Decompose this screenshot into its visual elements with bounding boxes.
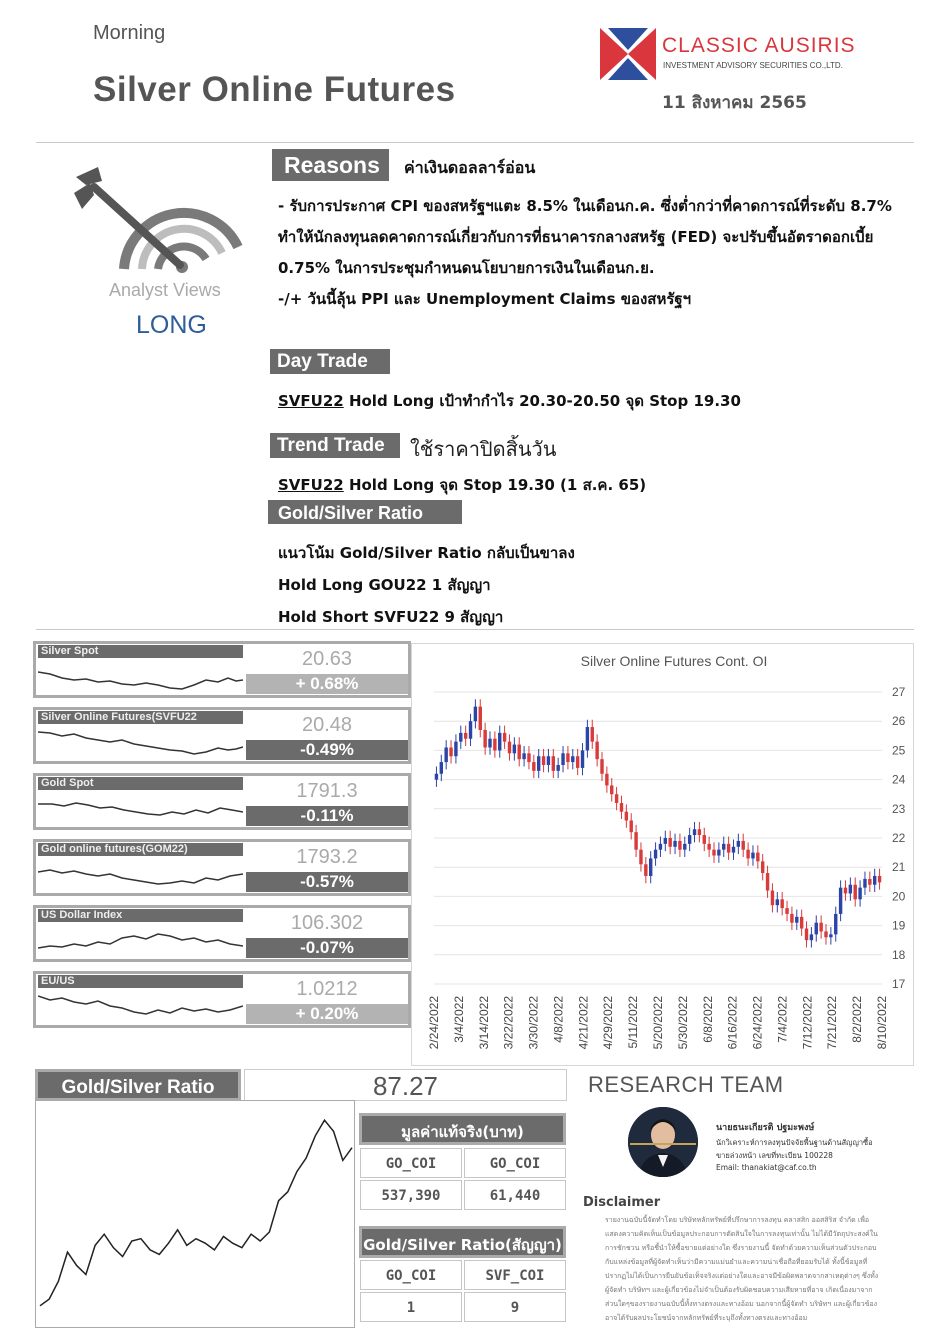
candle-body: [552, 756, 555, 771]
candle-body: [483, 730, 486, 748]
silver-oi-chart-panel: [411, 643, 914, 1066]
market-sparkline: [38, 724, 243, 760]
market-box-silver-spot: [33, 641, 411, 698]
candle-body: [595, 742, 598, 760]
candle-body: [698, 829, 701, 835]
candle-body: [576, 756, 579, 768]
candle-body: [649, 858, 652, 876]
research-team-title: RESEARCH TEAM: [588, 1072, 784, 1097]
target-arrow-icon: [72, 165, 244, 273]
candle-body: [586, 727, 589, 750]
candle-body: [498, 733, 501, 751]
reason-line: -/+ วันนี้ลุ้น PPI และ Unemployment Claims ของสหรัฐฯ: [278, 290, 692, 308]
x-tick-label: 6/24/2022: [750, 996, 765, 1050]
table-cell: 537,390: [360, 1180, 462, 1210]
candle-body: [449, 747, 452, 756]
trend-trade-symbol: SVFU22: [278, 476, 344, 494]
candle-body: [464, 733, 467, 739]
market-change: -0.57%: [246, 872, 408, 892]
disclaimer-line: อาจได้รับผลประโยชน์จากหลักทรัพย์ที่ระบุถึงทั้งทางตรงและทางอ้อม: [605, 1314, 808, 1322]
analyst-info: นักวิเคราะห์การลงทุนปัจจัยพื้นฐานด้านสัญญาซื้อ: [716, 1138, 873, 1147]
disclaimer-title: Disclaimer: [583, 1195, 661, 1210]
y-tick-label: 18: [892, 947, 906, 962]
ratio-series-line: [40, 1120, 352, 1306]
x-tick-label: 5/11/2022: [626, 996, 641, 1049]
candle-body: [444, 747, 447, 762]
x-tick-label: 2/24/2022: [427, 996, 441, 1050]
candle-body: [668, 838, 671, 847]
x-tick-label: 4/29/2022: [601, 996, 616, 1050]
divider: [36, 629, 914, 630]
day-trade-text: Hold Long เป้าทำกำไร 20.30-20.50 จุด Stop 19.30: [343, 392, 741, 410]
market-value: 20.63: [246, 646, 408, 672]
reasons-headline: ค่าเงินดอลลาร์อ่อน: [404, 158, 536, 177]
candle-body: [522, 753, 525, 759]
analyst-avatar: [628, 1107, 698, 1177]
candle-body: [810, 934, 813, 940]
classic-ausiris-logo-icon: [600, 28, 656, 80]
candle-body: [863, 879, 866, 888]
market-label: Silver Online Futures(SVFU22: [38, 711, 243, 724]
candle-body: [805, 929, 808, 941]
analyst-views-label: Analyst Views: [109, 280, 221, 300]
x-tick-label: 5/20/2022: [651, 996, 665, 1050]
candle-body: [561, 753, 564, 765]
x-tick-label: 4/8/2022: [551, 996, 566, 1043]
day-trade-symbol: SVFU22: [278, 392, 344, 410]
candle-body: [630, 820, 633, 832]
candle-body: [605, 774, 608, 786]
trend-trade-text: Hold Long จุด Stop 19.30 (1 ส.ค. 65): [343, 476, 647, 494]
table-cell: SVF_COI: [464, 1260, 566, 1290]
candle-body: [591, 727, 594, 742]
candle-body: [717, 850, 720, 856]
candle-body: [673, 841, 676, 847]
table-cell: 61,440: [464, 1180, 566, 1210]
disclaimer-line: แสดงความคิดเห็นเป็นข้อมูลประกอบการตัดสินใจในการลงทุนเท่านั้น ไม่ได้มีวัตถุประสงค์ใน: [605, 1230, 878, 1238]
market-value: 106.302: [246, 910, 408, 936]
candle-body: [440, 762, 443, 774]
market-value: 20.48: [246, 712, 408, 738]
market-change: + 0.68%: [246, 674, 408, 694]
candle-body: [581, 750, 584, 768]
candle-body: [513, 745, 516, 754]
y-tick-label: 24: [892, 772, 906, 787]
x-tick-label: 5/30/2022: [675, 996, 690, 1050]
brand-subtitle: INVESTMENT ADVISORY SECURITIES CO.,LTD.: [663, 61, 843, 70]
candle-body: [615, 794, 618, 803]
y-tick-label: 27: [892, 685, 906, 699]
ratio-line-chart: [35, 1100, 355, 1328]
candle-body: [547, 756, 550, 765]
candle-body: [737, 841, 740, 847]
table-cell: GO_COI: [360, 1260, 462, 1290]
candle-body: [503, 733, 506, 742]
divider: [36, 142, 914, 143]
candle-body: [712, 850, 715, 856]
market-sparkline: [38, 790, 243, 826]
candle-body: [639, 850, 642, 865]
market-change: -0.11%: [246, 806, 408, 826]
trend-trade-line: [278, 473, 646, 497]
reason-line: 0.75% ในการประชุมกำหนดนโยบายการเงินในเดือนก.ย.: [278, 259, 655, 277]
reason-line: - รับการประกาศ CPI ของสหรัฐฯแตะ 8.5% ในเดือนก.ค. ซึ่งต่ำกว่าที่คาดการณ์ที่ระดับ 8.7%: [278, 197, 892, 215]
analyst-info: ขายล่วงหน้า เลขที่ทะเบียน 100228: [716, 1151, 833, 1160]
candle-body: [839, 888, 842, 914]
y-tick-label: 22: [892, 831, 906, 845]
market-label: Silver Spot: [38, 645, 243, 658]
gold-silver-ratio-tag: Gold/Silver Ratio: [268, 500, 462, 524]
candle-body: [868, 879, 871, 885]
y-tick-label: 19: [892, 918, 906, 933]
candle-body: [844, 888, 847, 894]
ratio-line: Hold Short SVFU22 9 สัญญา: [278, 608, 504, 626]
candle-body: [732, 847, 735, 853]
candle-body: [858, 888, 861, 900]
ratio-line: แนวโน้ม Gold/Silver Ratio กลับเป็นขาลง: [278, 544, 575, 562]
market-box-us-dollar-index: [33, 905, 411, 962]
candle-body: [527, 753, 530, 762]
market-sparkline: [38, 856, 243, 892]
market-label: Gold online futures(GOM22): [38, 843, 243, 856]
table-cell: GO_COI: [360, 1148, 462, 1178]
candle-body: [854, 885, 857, 900]
x-tick-label: 7/21/2022: [825, 996, 840, 1050]
candle-body: [600, 759, 603, 774]
candle-body: [873, 876, 876, 885]
candle-body: [654, 850, 657, 859]
day-trade-line: [278, 389, 741, 413]
candle-body: [824, 931, 827, 937]
y-tick-label: 26: [892, 714, 906, 729]
analyst-name: นายธนะเกียรติ ปฐมะพงษ์: [716, 1123, 815, 1133]
x-tick-label: 8/10/2022: [875, 996, 889, 1050]
candle-body: [707, 844, 710, 850]
candle-body: [459, 733, 462, 742]
disclaimer-line: ปรากฏไม่ได้เป็นการยืนยันข้อเท็จจริงแต่อย่างใดและอาจมีข้อผิดพลาดจากสาเหตุต่างๆ ซึ่งทั้ง: [605, 1272, 879, 1280]
y-tick-label: 17: [892, 977, 906, 991]
market-sparkline: [38, 988, 243, 1024]
candle-body: [479, 707, 482, 730]
candle-body: [678, 841, 681, 850]
candle-body: [756, 853, 759, 862]
x-tick-label: 3/22/2022: [501, 996, 516, 1050]
market-label: EU/US: [38, 975, 243, 988]
disclaimer-line: ผู้จัดทำ บริษัทฯ และผู้เกี่ยวข้องไม่จำเป็นต้องรับผิดชอบความเสียหายที่อาจ เกิดเนื่องมาจาก: [605, 1286, 873, 1294]
chart-title: Silver Online Futures Cont. OI: [580, 653, 768, 669]
candle-body: [790, 914, 793, 923]
market-label: US Dollar Index: [38, 909, 243, 922]
candle-body: [878, 876, 881, 882]
report-date: 11 สิงหาคม 2565: [662, 93, 807, 113]
candle-body: [659, 844, 662, 850]
market-change: -0.49%: [246, 740, 408, 760]
analyst-email: Email: thanakiat@caf.co.th: [716, 1163, 817, 1172]
table-cell: 1: [360, 1292, 462, 1322]
candle-body: [508, 742, 511, 754]
candle-body: [664, 838, 667, 844]
candle-body: [800, 917, 803, 929]
ratio-contract-table-head: Gold/Silver Ratio(สัญญา): [359, 1226, 566, 1258]
x-tick-label: 7/4/2022: [775, 996, 790, 1043]
report-title: Silver Online Futures: [93, 70, 456, 109]
analyst-stance: LONG: [136, 311, 207, 339]
market-change: -0.07%: [246, 938, 408, 958]
x-tick-label: 8/2/2022: [850, 996, 865, 1043]
candle-body: [634, 832, 637, 850]
market-box-gold-spot: [33, 773, 411, 830]
candle-body: [746, 850, 749, 859]
day-trade-tag: Day Trade: [270, 349, 390, 374]
candle-body: [493, 739, 496, 751]
market-label: Gold Spot: [38, 777, 243, 790]
silver-oi-chart: [412, 644, 915, 1067]
candle-body: [727, 844, 730, 853]
candle-body: [435, 774, 438, 780]
candle-body: [703, 835, 706, 844]
ratio-line: Hold Long GOU22 1 สัญญา: [278, 576, 491, 594]
candle-body: [834, 914, 837, 934]
candle-body: [751, 853, 754, 859]
ratio-section-tag: Gold/Silver Ratio: [35, 1069, 241, 1101]
candle-body: [771, 891, 774, 906]
disclaimer-line: กับแหล่งข้อมูลที่ผู้จัดทำเห็นว่ามีความแม่นยำและความน่าเชื่อถือที่ยอมรับได้ ทั้งนี้ข้อมูลที่: [605, 1258, 868, 1266]
candle-body: [829, 934, 832, 937]
y-tick-label: 25: [892, 743, 906, 758]
candle-body: [795, 917, 798, 923]
market-value: 1.0212: [246, 976, 408, 1002]
candle-body: [644, 864, 647, 876]
candle-body: [454, 742, 457, 757]
table-cell: GO_COI: [464, 1148, 566, 1178]
x-tick-label: 3/4/2022: [451, 996, 466, 1043]
market-box-gold-futures: [33, 839, 411, 896]
candle-body: [688, 835, 691, 844]
candle-body: [849, 885, 852, 894]
market-box-eu-us: [33, 971, 411, 1028]
y-tick-label: 21: [892, 860, 906, 875]
y-tick-label: 20: [892, 889, 906, 904]
y-tick-label: 23: [892, 801, 906, 816]
candle-body: [566, 753, 569, 762]
session-label: Morning: [93, 22, 166, 44]
market-sparkline: [38, 658, 243, 694]
disclaimer-line: การชักชวน หรือชี้นำให้ซื้อขายแต่อย่างใด ซึ่งรายงานนี้ จัดทำด้วยความเห็นส่วนตัวประกอบ: [605, 1244, 877, 1252]
ratio-section-value: 87.27: [244, 1069, 567, 1101]
market-value: 1791.3: [246, 778, 408, 804]
x-tick-label: 4/21/2022: [576, 996, 591, 1050]
market-box-silver-futures: [33, 707, 411, 764]
candle-body: [474, 707, 477, 722]
candle-body: [776, 899, 779, 905]
candle-body: [683, 844, 686, 850]
brand-name: CLASSIC AUSIRIS: [662, 34, 856, 57]
market-change: + 0.20%: [246, 1004, 408, 1024]
reasons-tag: Reasons: [272, 149, 389, 181]
candle-body: [518, 745, 521, 760]
x-tick-label: 6/8/2022: [700, 996, 715, 1043]
trend-trade-note: ใช้ราคาปิดสิ้นวัน: [410, 437, 557, 461]
x-tick-label: 3/14/2022: [476, 996, 491, 1050]
candle-body: [819, 923, 822, 932]
market-sparkline: [38, 922, 243, 958]
market-value: 1793.2: [246, 844, 408, 870]
real-value-table-head: มูลค่าแท้จริง(บาท): [359, 1113, 566, 1145]
candle-body: [556, 765, 559, 771]
candle-body: [542, 756, 545, 765]
candle-body: [766, 873, 769, 891]
x-tick-label: 7/12/2022: [800, 996, 815, 1050]
table-cell: 9: [464, 1292, 566, 1322]
candle-body: [620, 803, 623, 812]
candle-body: [722, 844, 725, 850]
candle-body: [488, 739, 491, 748]
candle-body: [469, 721, 472, 739]
candle-body: [693, 829, 696, 835]
candle-body: [610, 785, 613, 794]
candle-body: [532, 762, 535, 771]
reason-line: ทำให้นักลงทุนลดคาดการณ์เกี่ยวกับการที่ธนาคารกลางสหรัฐ (FED) จะปรับขึ้นอัตราดอกเบี้ย: [278, 228, 874, 246]
x-tick-label: 3/30/2022: [526, 996, 541, 1050]
candle-body: [625, 812, 628, 821]
trend-trade-tag: Trend Trade: [270, 433, 400, 458]
disclaimer-line: ส่วนใดๆของรายงานฉบับนี้ทั้งทางตรงและทางอ้อม นอกจากนี้ผู้จัดทำ บริษัทฯ และผู้เกี่ยวข้อง: [605, 1300, 878, 1308]
candle-body: [815, 923, 818, 935]
candle-body: [571, 756, 574, 762]
candle-body: [537, 756, 540, 771]
candle-body: [742, 841, 745, 850]
candle-body: [761, 861, 764, 873]
candle-body: [780, 899, 783, 908]
x-tick-label: 6/16/2022: [725, 996, 740, 1050]
disclaimer-line: รายงานฉบับนี้จัดทำโดย บริษัทหลักทรัพย์ที่ปรึกษาการลงทุน คลาสสิก ออสสิริส จำกัด เพื่อ: [605, 1216, 870, 1224]
candle-body: [785, 908, 788, 914]
